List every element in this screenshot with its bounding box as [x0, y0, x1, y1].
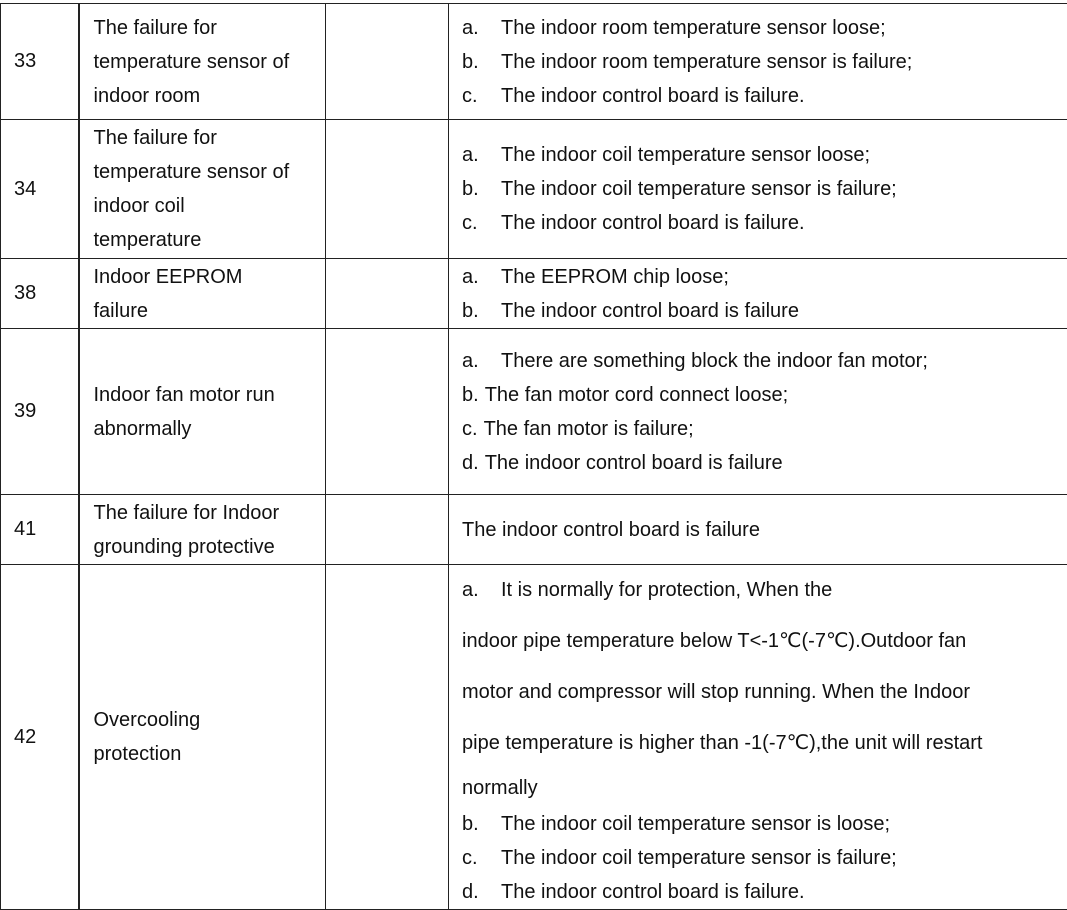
fault-name-cell	[79, 4, 326, 120]
cause-text: The indoor control board is failure.	[501, 84, 805, 107]
cause-marker: b.	[462, 813, 479, 835]
cause-marker: b.	[462, 178, 479, 200]
cause-line	[462, 412, 1067, 446]
cause-cell	[449, 495, 1067, 565]
cause-line: pipe temperature is higher than -1(-7℃),the unit will restart	[462, 732, 983, 754]
fault-name-line: abnormally	[93, 417, 192, 440]
table-row	[1, 329, 1067, 495]
cause-text: The indoor control board is failure	[462, 518, 760, 541]
blank-cell	[326, 259, 449, 329]
blank-cell	[326, 495, 449, 565]
cause-line: motor and compressor will stop running. When the Indoor	[462, 681, 971, 703]
error-code-cell: 33	[1, 4, 79, 120]
cause-cell	[449, 4, 1067, 120]
cause-text: The indoor control board is failure.	[501, 212, 805, 234]
cause-text: The indoor coil temperature sensor is loose;	[501, 813, 891, 835]
cause-line	[462, 446, 1067, 480]
blank-cell	[326, 329, 449, 495]
cause-text: The indoor coil temperature sensor is failure;	[501, 178, 897, 200]
cause-line: indoor pipe temperature below T<-1℃(-7℃).Outdoor fan	[462, 630, 967, 652]
fault-name-cell	[79, 329, 326, 495]
blank-cell	[326, 565, 449, 910]
cause-text: The indoor room temperature sensor loose;	[501, 16, 886, 39]
fault-name-line: Overcooling	[93, 709, 201, 731]
fault-name-line: indoor coil	[93, 195, 185, 217]
cause-text: The indoor control board is failure.	[501, 881, 805, 903]
cause-text: The indoor control board is failure	[484, 451, 783, 474]
cause-line	[462, 45, 1067, 79]
cause-text: The indoor room temperature sensor is failure;	[501, 50, 913, 73]
fault-name-line: The failure for	[93, 16, 217, 39]
fault-name-cell	[79, 259, 326, 329]
cause-line	[462, 11, 1067, 45]
cause-line	[462, 807, 1067, 841]
fault-name-line: protection	[93, 743, 182, 765]
table-row	[1, 4, 1067, 120]
cause-cell	[449, 329, 1067, 495]
table-row	[1, 495, 1067, 565]
cause-line	[462, 344, 1067, 378]
fault-name-line: indoor room	[93, 84, 201, 107]
fault-name-line: temperature sensor of	[93, 50, 290, 73]
cause-marker: a.	[462, 349, 479, 372]
cause-marker: c.	[462, 417, 478, 440]
cause-text: The EEPROM chip loose;	[501, 265, 729, 288]
cause-marker: d.	[462, 881, 479, 903]
cause-marker: d.	[462, 451, 479, 474]
cause-cell	[449, 120, 1067, 259]
cause-line	[462, 79, 1067, 113]
cause-marker: b.	[462, 50, 479, 73]
cause-text: The indoor coil temperature sensor loose;	[501, 144, 871, 166]
fault-name-cell	[79, 120, 326, 259]
cause-text: The fan motor cord connect loose;	[484, 383, 789, 406]
fault-name-line: failure	[93, 299, 148, 322]
cause-marker: c.	[462, 84, 478, 107]
cause-text: It is normally for protection, When the	[501, 579, 833, 601]
cause-marker: b.	[462, 383, 479, 406]
cause-line	[462, 294, 1067, 328]
fault-name-cell	[79, 495, 326, 565]
fault-name-line: grounding protective	[93, 535, 275, 558]
cause-marker: a.	[462, 265, 479, 288]
cause-text: There are something block the indoor fan motor;	[501, 349, 928, 372]
cause-line	[462, 172, 1067, 206]
error-code-cell: 41	[1, 495, 79, 565]
error-code-cell: 34	[1, 120, 79, 259]
fault-name-cell	[79, 565, 326, 910]
cause-text: The fan motor is failure;	[483, 417, 694, 440]
table-row	[1, 565, 1067, 910]
cause-marker: b.	[462, 299, 479, 322]
cause-text: The indoor coil temperature sensor is failure;	[501, 847, 897, 869]
cause-line	[462, 206, 1067, 240]
error-code-cell: 39	[1, 329, 79, 495]
fault-name-line: The failure for	[93, 127, 217, 149]
error-code-cell: 42	[1, 565, 79, 910]
fault-name-line: temperature	[93, 229, 202, 251]
fault-name-line: Indoor EEPROM	[93, 265, 243, 288]
blank-cell	[326, 4, 449, 120]
cause-text: The indoor control board is failure	[501, 299, 799, 322]
cause-line	[462, 378, 1067, 412]
table-row	[1, 120, 1067, 259]
cause-cell	[449, 259, 1067, 329]
cause-line	[462, 260, 1067, 294]
cause-marker: c.	[462, 847, 478, 869]
cause-line	[462, 841, 1067, 875]
cause-cell	[449, 565, 1067, 910]
table-row	[1, 259, 1067, 329]
fault-name-line: The failure for Indoor	[93, 501, 280, 524]
fault-name-line: temperature sensor of	[93, 161, 290, 183]
cause-line: normally	[462, 777, 538, 799]
cause-marker: a.	[462, 16, 479, 39]
cause-marker: a.	[462, 144, 479, 166]
cause-marker: a.	[462, 579, 479, 601]
fault-name-line: Indoor fan motor run	[93, 383, 275, 406]
error-code-cell: 38	[1, 259, 79, 329]
cause-line	[462, 565, 1067, 616]
cause-line	[462, 138, 1067, 172]
cause-marker: c.	[462, 212, 478, 234]
blank-cell	[326, 120, 449, 259]
cause-line	[462, 875, 1067, 909]
error-code-table	[0, 3, 1067, 910]
